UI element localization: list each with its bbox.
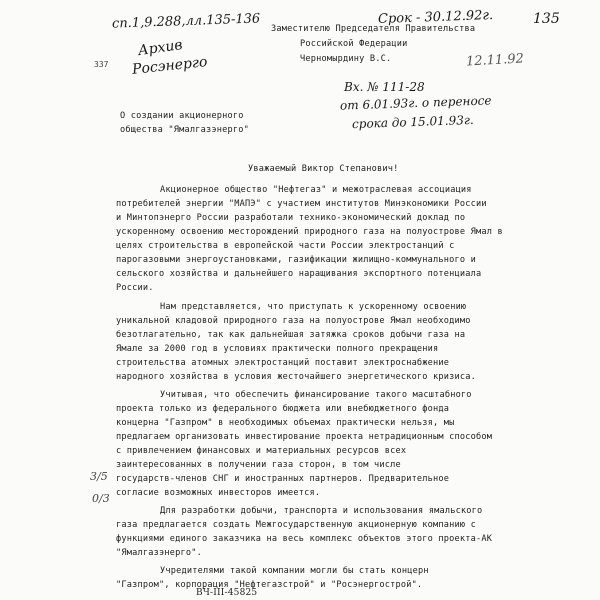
handwritten-archive: Архив xyxy=(137,36,184,60)
handwritten-incoming-ref-2: от 6.01.93г. о переносе xyxy=(339,93,492,113)
body-line: с привлечением финансовых и материальных ресурсов всех xyxy=(116,446,407,456)
addressee-line-3: Черномырдину В.С. xyxy=(300,54,392,64)
body-line: Ямале за 2000 год в условиях практически полного прекращения xyxy=(116,344,439,354)
addressee-line-1: Заместителю Председателя Правительства xyxy=(271,24,476,34)
body-line: строительства атомных электростанций поставит электроснабжение xyxy=(116,358,450,368)
margin-mark-middle: 3/5 xyxy=(90,470,108,483)
body-line: сельского хозяйства и дальнейшего наращивания экспортного потенциала xyxy=(116,269,482,279)
addressee-line-2: Российской Федерации xyxy=(300,39,408,49)
handwritten-incoming-ref-3: срока до 15.01.93г. xyxy=(351,112,474,132)
handwritten-deadline: Срок - 30.12.92г. xyxy=(377,7,494,28)
body-line: народного хозяйства в условия жесточайшего энергетического кризиса. xyxy=(116,372,477,382)
body-line: государств-членов СНГ и иностранных партнеров. Предварительное xyxy=(116,474,450,484)
body-line: уникальной кладовой природного газа на полуострове Ямал необходимо xyxy=(116,316,471,326)
subject-line-1: О создании акционерного xyxy=(120,111,244,121)
body-line: безотлагательно, так как дальнейшая затяжка сроков добычи газа на xyxy=(116,330,466,340)
body-line: парогазовыми энергоустановками, газификации жилищно-коммунального и xyxy=(116,255,477,265)
body-line: ускоренному освоению месторождений природного газа на полуострове Ямал в xyxy=(116,227,503,237)
body-line: заинтересованных в получении газа сторон, в том числе xyxy=(116,460,401,470)
margin-mark-bottom: 0/3 xyxy=(92,492,110,505)
margin-mark-top: 337 xyxy=(94,60,109,69)
body-line: газа предлагается создать Межгосударственную акционерную компанию с xyxy=(116,520,477,530)
body-line: Для разработки добычи, транспорта и использования ямальского xyxy=(160,506,483,516)
body-line: согласие возможных инвесторов имеется. xyxy=(116,488,321,498)
handwritten-file-reference: сп.1,9.288,лл.135-136 xyxy=(111,11,261,32)
body-line: "Газпром", корпорация "Нефтегазстрой" и "Росэнергострой". xyxy=(116,580,423,590)
body-line: Нам представляется, что приступать к ускоренному освоению xyxy=(160,302,467,312)
body-line: концерна "Газпром" в необходимых объемах практически нельзя, мы xyxy=(116,418,455,428)
body-line: Учредителями такой компании могли бы стать концерн xyxy=(160,566,429,576)
body-line: Учитывая, что обеспечить финансирование такого масштабного xyxy=(160,390,472,400)
body-line: потребителей энергии "МАПЭ" с участием институтов Минэкономики России xyxy=(116,199,487,209)
handwritten-number: 135 xyxy=(533,11,560,27)
salutation: Уважаемый Виктор Степанович! xyxy=(248,164,399,174)
body-line: функциями единого заказчика на весь комплекс объектов этого проекта-АК xyxy=(116,534,493,544)
handwritten-rosenergo: Росэнерго xyxy=(131,54,209,78)
handwritten-date: 12.11.92 xyxy=(465,51,525,70)
body-line: целях строительства в европейской части России электростанций с xyxy=(116,241,455,251)
body-line: России. xyxy=(116,283,154,293)
subject-line-2: общества "Ямалгазэнерго" xyxy=(120,125,249,135)
body-line: "Ямалгазэнерго". xyxy=(116,548,202,558)
footer-code: ВЧ-III-45825 xyxy=(196,588,258,598)
body-line: предлагаем организовать инвестирование проекта нетрадиционным способом xyxy=(116,432,493,442)
body-line: и Минтопэнерго России разработали технико-экономический доклад по xyxy=(116,213,466,223)
body-line: Акционерное общество "Нефтегаз" и межотраслевая ассоциация xyxy=(160,185,472,195)
body-line: проекта только из федерального бюджета или внебюджетного фонда xyxy=(116,404,450,414)
handwritten-incoming-ref-1: Вх. № 111-28 xyxy=(344,80,425,94)
